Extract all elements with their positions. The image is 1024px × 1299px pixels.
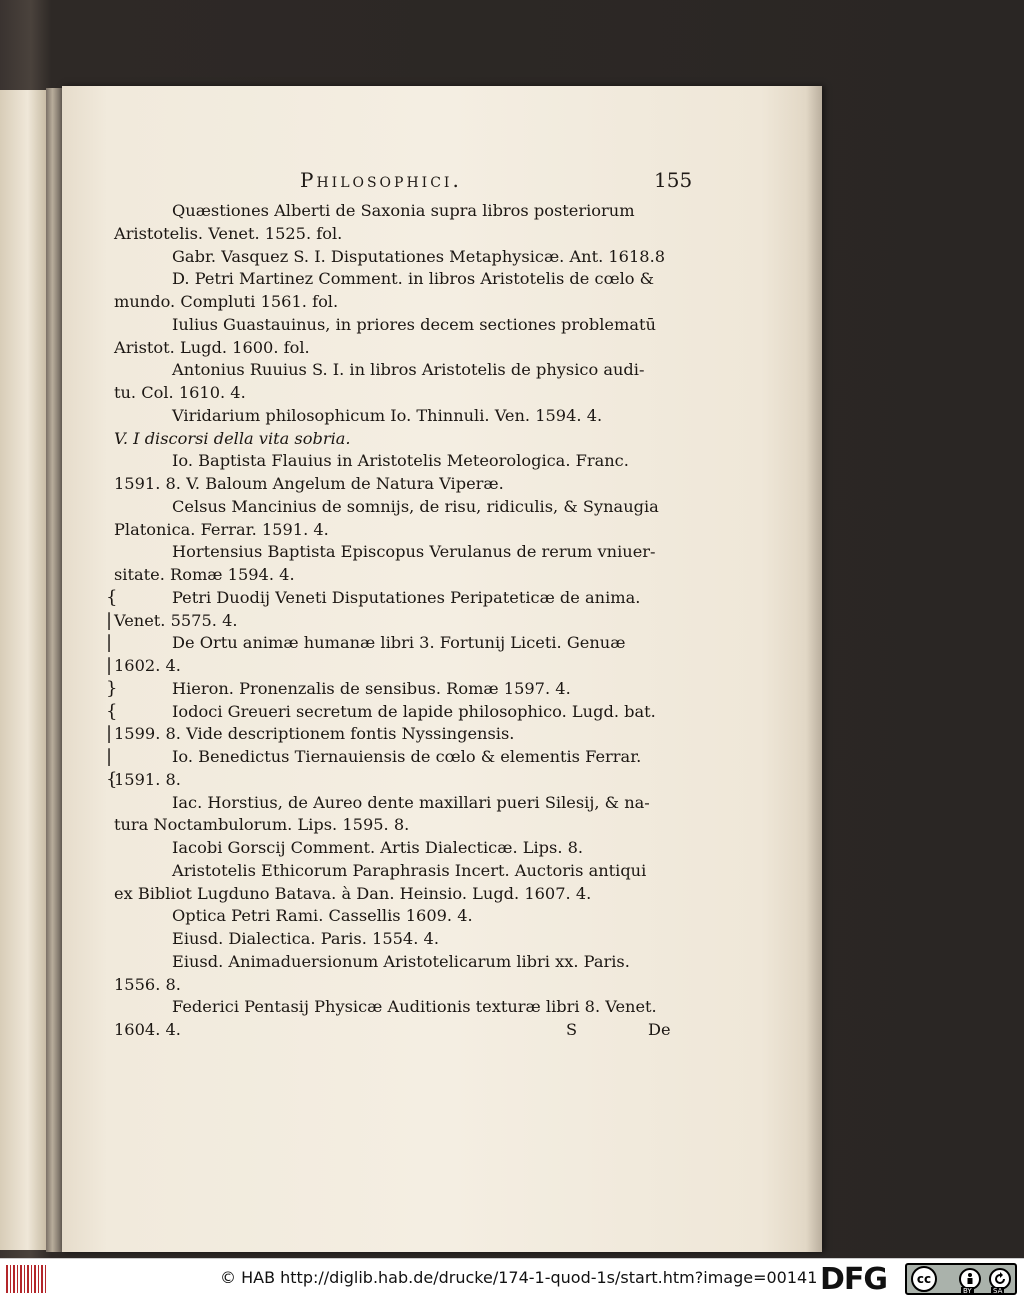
text-line	[106, 677, 704, 701]
share-alike-icon-glyph	[991, 1270, 1009, 1288]
margin-bracket: {	[106, 586, 118, 608]
margin-bracket: {	[106, 700, 118, 722]
running-head: Philosophici.	[300, 168, 462, 192]
text-line-content: Io. Benedictus Tiernauiensis de cœlo & elementis Ferrar.	[172, 747, 642, 766]
margin-bracket: }	[106, 677, 118, 699]
text-line: Aristot. Lugd. 1600. fol.	[114, 337, 310, 357]
text-line	[106, 632, 704, 655]
text-line: Viridarium philosophicum Io. Thinnuli. Ven. 1594. 4.	[172, 405, 603, 425]
text-line-last	[114, 1019, 704, 1042]
text-line: Celsus Mancinius de somnijs, de risu, ridiculis, & Synaugia	[172, 496, 659, 516]
text-line: Antonius Ruuius S. I. in libros Aristotelis de physico audi-	[172, 360, 645, 380]
text-line	[106, 723, 704, 746]
cc-license-badge[interactable]	[905, 1263, 1017, 1295]
text-line: Federici Pentasij Physicæ Auditionis texturæ libri 8. Venet.	[172, 997, 657, 1017]
margin-bracket: |	[106, 746, 113, 767]
text-line-content: De Ortu animæ humanæ libri 3. Fortunij Liceti. Genuæ	[172, 633, 626, 653]
text-line-content: 1602. 4.	[114, 656, 181, 675]
cc-icon: cc	[911, 1266, 937, 1292]
catchword: De	[648, 1020, 671, 1039]
margin-bracket: |	[106, 609, 113, 631]
text-line: Hortensius Baptista Episcopus Verulanus de rerum vniuer-	[172, 542, 656, 562]
margin-bracket: {	[106, 768, 118, 790]
library-barcode-logo	[6, 1265, 46, 1293]
text-line: ex Bibliot Lugduno Batava. à Dan. Heinsio. Lugd. 1607. 4.	[114, 883, 592, 903]
text-line: Quæstiones Alberti de Saxonia supra libros posteriorum	[172, 201, 635, 220]
cc-by-label: BY	[963, 1287, 972, 1295]
text-line: Iacobi Gorscij Comment. Artis Dialecticæ. Lips. 8.	[172, 838, 584, 857]
text-line: Gabr. Vasquez S. I. Disputationes Metaphysicæ. Ant. 1618.8	[172, 246, 666, 266]
text-line: D. Petri Martinez Comment. in libros Aristotelis de cœlo &	[172, 269, 655, 289]
text-line: Eiusd. Dialectica. Paris. 1554. 4.	[172, 929, 439, 948]
text-line-content: 1604. 4.	[114, 1020, 181, 1039]
text-line	[106, 586, 704, 610]
text-line: Platonica. Ferrar. 1591. 4.	[114, 519, 329, 539]
margin-bracket: |	[106, 632, 113, 654]
margin-bracket: |	[106, 655, 113, 676]
text-line-content: Hieron. Pronenzalis de sensibus. Romæ 1597. 4.	[172, 678, 571, 698]
book-gutter	[46, 88, 62, 1252]
text-line	[106, 746, 704, 769]
text-line-content: Petri Duodij Veneti Disputationes Peripateticæ de anima.	[172, 587, 641, 607]
copyright-url[interactable]: © HAB http://diglib.hab.de/drucke/174-1-quod-1s/start.htm?image=00141	[220, 1268, 818, 1287]
text-line: Optica Petri Rami. Cassellis 1609. 4.	[172, 906, 473, 926]
text-line: tu. Col. 1610. 4.	[114, 383, 246, 402]
cc-sa-label: SA	[993, 1287, 1003, 1295]
person-icon-glyph	[961, 1270, 979, 1288]
page-number: 155	[654, 168, 693, 192]
dfg-logo: DFG	[820, 1262, 888, 1297]
page-header	[300, 168, 693, 198]
text-line-content: Venet. 5575. 4.	[114, 610, 238, 630]
text-line: mundo. Compluti 1561. fol.	[114, 292, 339, 311]
signature-mark: S	[566, 1020, 578, 1039]
text-line: Iac. Horstius, de Aureo dente maxillari pueri Silesij, & na-	[172, 792, 650, 812]
page-edge-shadow	[806, 86, 822, 1252]
text-line: V. I discorsi della vita sobria.	[114, 428, 351, 448]
text-line	[106, 609, 704, 633]
text-line-content: Iodoci Greueri secretum de lapide philosophico. Lugd. bat.	[172, 701, 656, 721]
text-line: tura Noctambulorum. Lips. 1595. 8.	[114, 815, 410, 835]
text-line	[106, 700, 704, 724]
text-line: Aristotelis. Venet. 1525. fol.	[114, 223, 343, 243]
text-line	[106, 655, 704, 678]
previous-page-edge	[0, 90, 48, 1250]
text-line	[106, 768, 704, 792]
margin-bracket: |	[106, 723, 113, 745]
text-line: Iulius Guastauinus, in priores decem sectiones problematū	[172, 314, 656, 334]
text-line: 1591. 8. V. Baloum Angelum de Natura Viperæ.	[114, 474, 504, 493]
text-line: Aristotelis Ethicorum Paraphrasis Incert. Auctoris antiqui	[172, 860, 647, 880]
text-line: Eiusd. Animaduersionum Aristotelicarum libri xx. Paris.	[172, 951, 630, 971]
text-line-content: 1591. 8.	[114, 769, 181, 789]
text-line: Io. Baptista Flauius in Aristotelis Meteorologica. Franc.	[172, 451, 629, 471]
text-line: 1556. 8.	[114, 974, 181, 994]
footer-bar	[0, 1258, 1024, 1299]
page-text	[106, 200, 704, 1042]
text-line: sitate. Romæ 1594. 4.	[114, 565, 295, 584]
text-line-content: 1599. 8. Vide descriptionem fontis Nyssingensis.	[114, 724, 515, 744]
